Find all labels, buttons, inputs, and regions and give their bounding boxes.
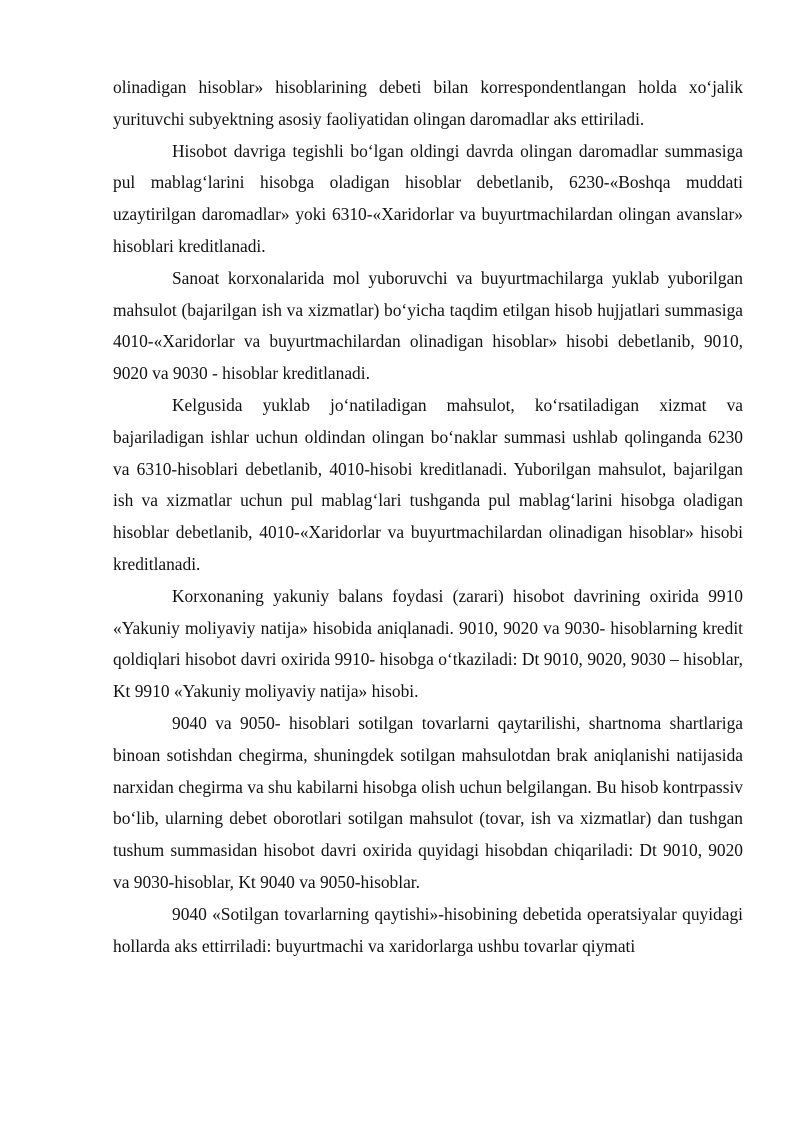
paragraph: 9040 «Sotilgan tovarlarning qaytishi»-hisobining debetida operatsiyalar quyidagi hollarda aks ettirriladi: buyurtmachi va xaridorlarga ushbu tovarlar qiymati <box>113 903 743 956</box>
document-body <box>113 72 743 962</box>
paragraph: Hisobot davriga tegishli bo‘lgan oldingi davrda olingan daromadlar summasiga pul mablag‘larini hisobga oladigan hisoblar debetlanib, 6230-«Boshqa muddati uzaytirilgan daromadlar» yoki 6310-«Xaridorlar va buyurtmachilardan olingan avanslar» hisoblari kreditlanadi. <box>113 140 743 256</box>
paragraph: Sanoat korxonalarida mol yuboruvchi va buyurtmachilarga yuklab yuborilgan mahsulot (bajarilgan ish va xizmatlar) bo‘yicha taqdim etilgan hisob hujjatlari summasiga 4010-«Xaridorlar va buyurtmachilardan olinadigan hisoblar» hisobi debetlanib, 9010, 9020 va 9030 - hisoblar kreditlanadi. <box>113 267 743 384</box>
paragraph: 9040 va 9050- hisoblari sotilgan tovarlarni qaytarilishi, shartnoma shartlariga binoan sotishdan chegirma, shuningdek sotilgan mahsulotdan brak aniqlanishi natijasida narxidan chegirma va shu kabilarni hisobga olish uchun belgilangan. Bu hisob kontrpassiv bo‘lib, ularning debet oborotlari sotilgan mahsulot (tovar, ish va xizmatlar) dan tushgan tushum summasidan hisobot davri oxirida quyidagi hisobdan chiqariladi: Dt 9010, 9020 va 9030-hisoblar, Kt 9040 va 9050-hisoblar. <box>113 712 743 892</box>
paragraph-continuation: olinadigan hisoblar» hisoblarining debeti bilan korrespondentlangan holda xo‘jalik yurituvchi subyektning asosiy faoliyatidan olingan daromadlar aks ettiriladi. <box>113 77 743 129</box>
paragraph: Korxonaning yakuniy balans foydasi (zarari) hisobot davrining oxirida 9910 «Yakuniy moliyaviy natija» hisobida aniqlanadi. 9010, 9020 va 9030- hisoblarning kredit qoldiqlari hisobot davri oxirida 9910- hisobga o‘tkaziladi: Dt 9010, 9020, 9030 – hisoblar, Kt 9910 «Yakuniy moliyaviy natija» hisobi. <box>113 585 743 702</box>
paragraph: Kelgusida yuklab jo‘natiladigan mahsulot, ko‘rsatiladigan xizmat va bajariladigan ishlar uchun oldindan olingan bo‘naklar summasi ushlab qolinganda 6230 va 6310-hisoblari debetlanib, 4010-hisobi kreditlanadi. Yuborilgan mahsulot, bajarilgan ish va xizmatlar uchun pul mablag‘lari tushganda pul mablag‘larini hisobga oladigan hisoblar debetlanib, 4010-«Xaridorlar va buyurtmachilardan olinadigan hisoblar» hisobi kreditlanadi. <box>113 394 743 574</box>
